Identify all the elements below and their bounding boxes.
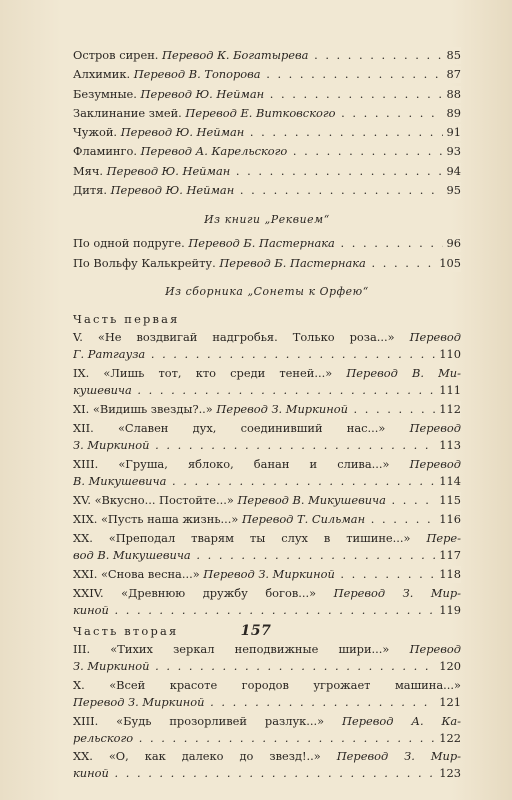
- contents-entry: [73, 585, 461, 619]
- entry-page-number: 93: [443, 143, 462, 160]
- entry-page-number: 88: [443, 86, 462, 103]
- entry-text: [73, 48, 461, 62]
- entry-page-number: 111: [439, 382, 461, 397]
- entry-title: По одной подруге.: [73, 236, 185, 251]
- contents-entry: [73, 677, 461, 711]
- entry-title: XIII. «Будь прозорливей разлук...»: [73, 713, 325, 728]
- entry-page-number: 121: [439, 694, 461, 709]
- contents-group-2: [73, 235, 461, 274]
- entry-page-number: 113: [439, 437, 461, 452]
- entry-title: XX. «Преподал тварям ты слух в тишине...»: [73, 531, 411, 546]
- contents-entry: [73, 105, 461, 124]
- section-title-sonnets: Из сборника „Сонеты к Орфею“: [165, 284, 369, 298]
- entry-first-line: [73, 530, 461, 547]
- table-of-contents: [73, 47, 461, 784]
- entry-last-line: [73, 547, 461, 564]
- entry-page-number: 114: [439, 473, 461, 488]
- entry-last-line: [73, 730, 461, 747]
- contents-entry: [73, 492, 461, 511]
- entry-page-number: 91: [443, 124, 462, 141]
- entry-translator: Перевод Ю. Нейман: [120, 125, 245, 140]
- contents-entry: [73, 365, 461, 399]
- page-number: 157: [240, 623, 272, 639]
- contents-entry: [73, 47, 461, 66]
- entry-text: [73, 236, 461, 250]
- entry-first-line: [73, 713, 461, 730]
- entry-title: XII. «Славен дух, соединивший нас...»: [73, 420, 386, 435]
- entry-page-number: 85: [443, 47, 462, 64]
- entry-translator: Перевод Б. Пастернака: [219, 255, 366, 270]
- entry-text: [73, 567, 461, 581]
- entry-translator: Перевод В. Микушевича: [237, 492, 386, 507]
- entry-translator: Перевод: [409, 420, 461, 435]
- entry-text: [73, 256, 461, 270]
- entry-page-number: 94: [443, 163, 462, 180]
- entry-page-number: 105: [435, 255, 461, 272]
- contents-entry: [73, 163, 461, 182]
- entry-title: XIII. «Груша, яблоко, банан и слива...»: [73, 456, 390, 471]
- entry-text: [73, 144, 461, 158]
- entry-page-number: 118: [435, 566, 461, 583]
- entry-first-line: [73, 420, 461, 437]
- entry-translator-continued: вод В. Микушевича . . .: [73, 547, 435, 564]
- contents-entry: [73, 329, 461, 363]
- entry-first-line: [73, 365, 461, 382]
- contents-entry: [73, 66, 461, 85]
- contents-entry: [73, 530, 461, 564]
- entry-page-number: 89: [443, 105, 462, 122]
- entry-translator: Пере-: [426, 531, 462, 546]
- entry-page-number: 116: [435, 511, 461, 528]
- entry-translator: Перевод В. Топорова: [133, 67, 261, 82]
- entry-first-line: [73, 748, 461, 765]
- entry-title: По Вольфу Калькрейту.: [73, 255, 216, 270]
- entry-page-number: 119: [439, 603, 461, 618]
- entry-last-line: [73, 602, 461, 619]
- entry-translator-continued: Перевод З. Миркиной . . .: [73, 694, 435, 711]
- entry-translator-continued: кушевича . . .: [73, 382, 435, 399]
- entry-page-number: 110: [439, 346, 461, 361]
- part-title-second: Часть вторая: [73, 624, 179, 639]
- entry-title: Безумные.: [73, 86, 137, 101]
- entry-translator: Перевод А. Ка-: [342, 713, 461, 728]
- entry-translator: Перевод Ю. Нейман: [106, 163, 231, 178]
- contents-entry: [73, 713, 461, 747]
- entry-translator-continued: З. Миркиной . . .: [73, 437, 435, 454]
- entry-text: [73, 402, 461, 416]
- entry-text: [73, 183, 461, 197]
- contents-entry: [73, 255, 461, 274]
- entry-title: XXI. «Снова весна...»: [73, 566, 200, 581]
- entry-translator: Перевод А. Карельского: [140, 144, 288, 159]
- entry-page-number: 123: [439, 766, 461, 781]
- entry-translator: Перевод Б. Пастернака: [188, 236, 335, 251]
- entry-title: Фламинго.: [73, 144, 137, 159]
- entry-title: XXIV. «Древнюю дружбу богов...»: [73, 586, 317, 601]
- entry-title: IX. «Лишь тот, кто среди теней...»: [73, 365, 333, 380]
- contents-part-2: [73, 641, 461, 782]
- entry-translator: Перевод Ю. Нейман: [140, 86, 265, 101]
- contents-entry: [73, 235, 461, 254]
- entry-translator: Перевод Ю. Нейман: [110, 183, 235, 198]
- entry-page-number: 112: [435, 401, 461, 418]
- entry-title: Заклинание змей.: [73, 105, 182, 120]
- section-title-requiem: Из книги „Реквием“: [204, 213, 330, 227]
- contents-entry: [73, 124, 461, 143]
- contents-entry: [73, 566, 461, 585]
- entry-title: Дитя.: [73, 183, 107, 198]
- entry-translator-continued: В. Микушевича . . .: [73, 473, 435, 490]
- entry-translator: Перевод К. Богатырева: [162, 48, 309, 62]
- entry-last-line: [73, 694, 461, 711]
- entry-translator: Перевод Е. Витковского: [185, 105, 336, 120]
- entry-translator: Перевод Т. Сильман: [241, 511, 366, 526]
- contents-entry: [73, 182, 461, 201]
- entry-text: [73, 512, 461, 526]
- entry-page-number: 96: [443, 235, 462, 252]
- entry-translator-continued: рельского . . .: [73, 730, 435, 747]
- entry-translator: Перевод З. Мир-: [336, 749, 461, 764]
- contents-entry: [73, 420, 461, 454]
- entry-translator-continued: киной . . .: [73, 765, 435, 782]
- entry-text: [73, 125, 461, 139]
- contents-entry: [73, 511, 461, 530]
- entry-title: XV. «Вкусно... Постойте...»: [73, 492, 234, 507]
- entry-translator: Перевод: [409, 329, 461, 344]
- entry-title: Алхимик.: [73, 67, 131, 82]
- entry-title: III. «Тихих зеркал неподвижные шири...»: [73, 642, 390, 657]
- entry-translator: Перевод З. Миркиной: [216, 401, 348, 416]
- contents-entry: [73, 143, 461, 162]
- contents-entry: [73, 401, 461, 420]
- entry-page-number: 115: [435, 492, 461, 509]
- entry-page-number: 117: [439, 548, 461, 563]
- entry-title: X. «Всей красоте городов угрожает машина...»: [73, 677, 461, 692]
- entry-last-line: [73, 473, 461, 490]
- contents-group-1: [73, 47, 461, 201]
- entry-text: [73, 106, 461, 120]
- contents-entry: [73, 641, 461, 675]
- entry-translator: Перевод З. Мир-: [333, 586, 461, 601]
- entry-translator-continued: Г. Ратгауза . . .: [73, 346, 435, 363]
- entry-page-number: 120: [439, 658, 461, 673]
- entry-translator: Перевод В. Ми-: [346, 365, 461, 380]
- contents-part-1: [73, 329, 461, 619]
- entry-last-line: [73, 437, 461, 454]
- entry-last-line: [73, 658, 461, 675]
- entry-first-line: [73, 456, 461, 473]
- entry-text: [73, 164, 461, 178]
- entry-first-line: [73, 329, 461, 346]
- entry-last-line: [73, 765, 461, 782]
- entry-translator: Перевод З. Миркиной: [203, 566, 335, 581]
- entry-text: [73, 67, 461, 81]
- entry-first-line: [73, 677, 461, 694]
- contents-entry: [73, 748, 461, 782]
- entry-last-line: [73, 346, 461, 363]
- entry-first-line: [73, 641, 461, 658]
- contents-entry: [73, 86, 461, 105]
- entry-title: Мяч.: [73, 163, 104, 178]
- entry-title: V. «Не воздвигай надгробья. Только роза...»: [73, 329, 395, 344]
- entry-page-number: 122: [439, 730, 461, 745]
- entry-last-line: [73, 382, 461, 399]
- contents-entry: [73, 456, 461, 490]
- entry-title: Чужой.: [73, 125, 118, 140]
- entry-text: [73, 87, 461, 101]
- part-title-first: Часть первая: [73, 311, 180, 326]
- entry-title: XIX. «Пусть наша жизнь...»: [73, 511, 239, 526]
- entry-title: Остров сирен.: [73, 48, 159, 62]
- entry-translator-continued: киной . . .: [73, 602, 435, 619]
- entry-translator-continued: З. Миркиной . . .: [73, 658, 435, 675]
- entry-page-number: 87: [443, 66, 462, 83]
- entry-first-line: [73, 585, 461, 602]
- entry-text: [73, 493, 461, 507]
- entry-page-number: 95: [443, 182, 462, 199]
- entry-translator: Перевод: [409, 642, 462, 657]
- entry-translator: Перевод: [409, 456, 461, 471]
- entry-title: XI. «Видишь звезды?..»: [73, 401, 213, 416]
- entry-title: XX. «О, как далеко до звезд!..»: [73, 749, 321, 764]
